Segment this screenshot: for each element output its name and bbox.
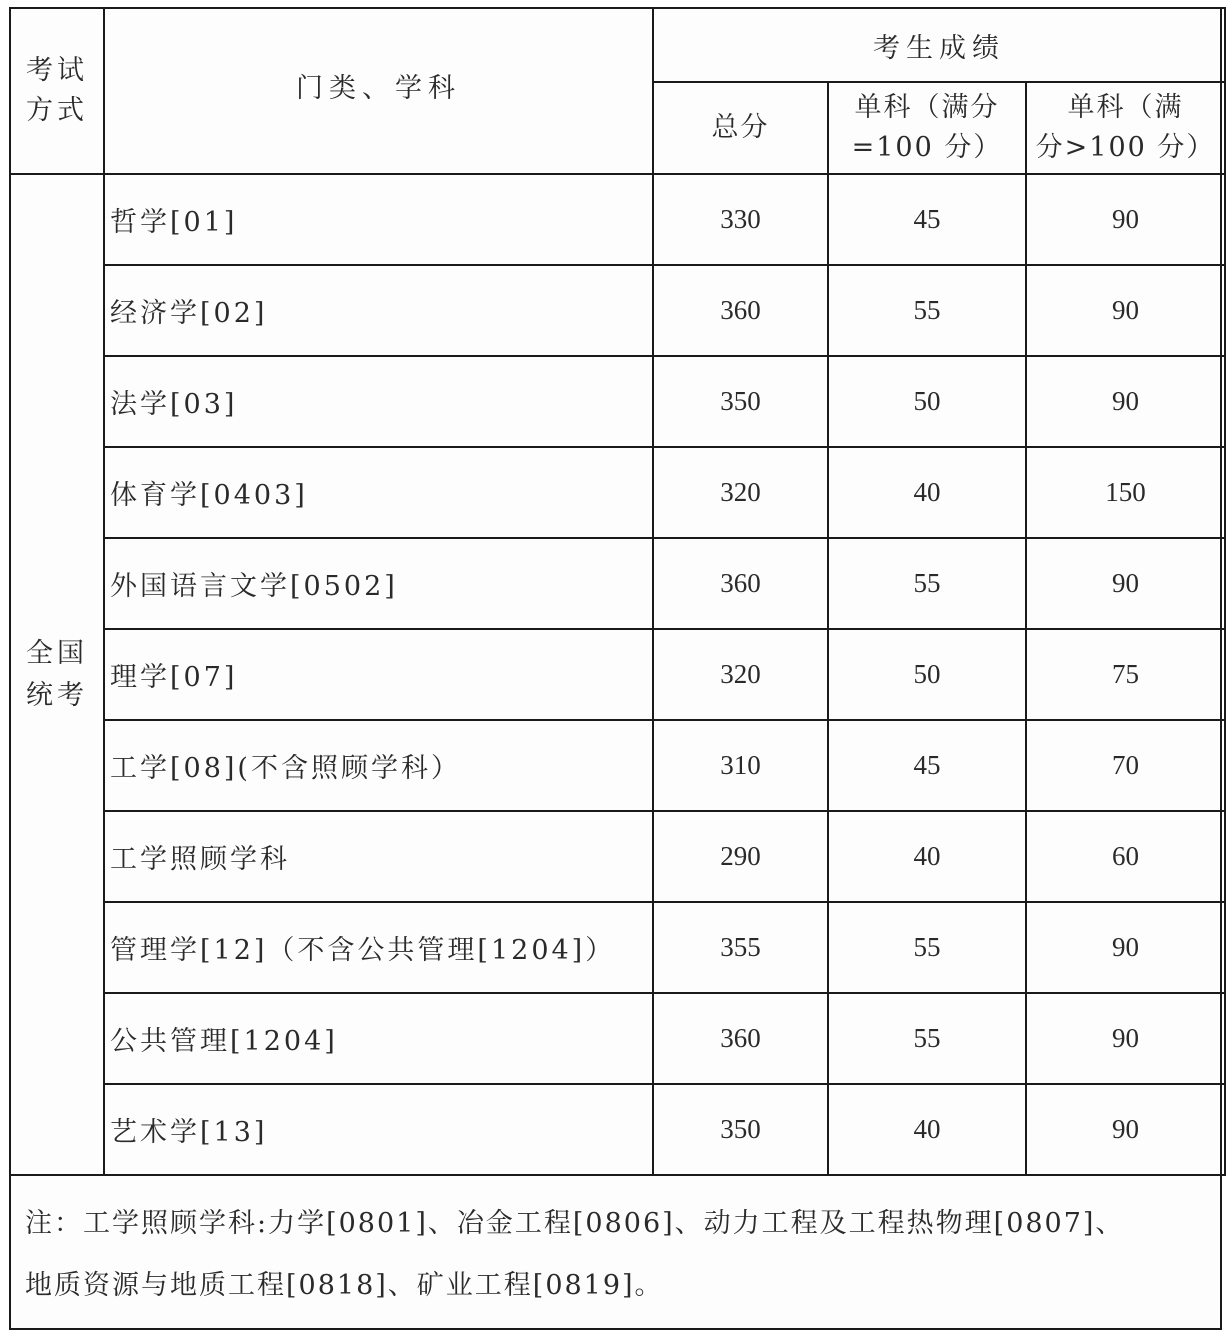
total-cell: 355 (653, 902, 828, 993)
subject-cell: 哲学[01] (104, 174, 653, 265)
total-cell: 350 (653, 1084, 828, 1175)
subject-cell: 经济学[02] (104, 265, 653, 356)
score-table (9, 7, 1226, 1176)
header-single-100-line2: =100 分） (851, 132, 1003, 163)
header-subject: 门类、学科 (104, 8, 653, 174)
single-100-cell: 40 (828, 1084, 1026, 1175)
single-gt100-cell: 90 (1026, 902, 1225, 993)
single-100-cell: 55 (828, 265, 1026, 356)
subject-cell: 法学[03] (104, 356, 653, 447)
single-gt100-cell: 90 (1026, 538, 1225, 629)
table-row (10, 629, 1225, 720)
exam-mode-line1: 全国 (26, 637, 88, 669)
table-row (10, 174, 1225, 265)
note-line1: 注：工学照顾学科:力学[0801]、冶金工程[0806]、动力工程及工程热物理[0807]、 (25, 1208, 1125, 1239)
header-exam-mode-line2: 方式 (26, 95, 88, 126)
table-row (10, 902, 1225, 993)
subject-cell: 外国语言文学[0502] (104, 538, 653, 629)
single-gt100-cell: 75 (1026, 629, 1225, 720)
single-gt100-cell: 90 (1026, 174, 1225, 265)
total-cell: 320 (653, 629, 828, 720)
table-row (10, 993, 1225, 1084)
single-gt100-cell: 90 (1026, 993, 1225, 1084)
single-100-cell: 55 (828, 902, 1026, 993)
single-100-cell: 45 (828, 720, 1026, 811)
header-scores-group: 考生成绩 (653, 8, 1225, 82)
note-line2: 地质资源与地质工程[0818]、矿业工程[0819]。 (25, 1270, 664, 1301)
table-row (10, 447, 1225, 538)
single-gt100-cell: 90 (1026, 265, 1225, 356)
total-cell: 360 (653, 538, 828, 629)
header-row-1 (10, 8, 1225, 82)
total-cell: 320 (653, 447, 828, 538)
single-gt100-cell: 70 (1026, 720, 1225, 811)
total-cell: 360 (653, 265, 828, 356)
header-single-gt100-line1: 单科（满 (1067, 92, 1184, 123)
total-cell: 290 (653, 811, 828, 902)
table-row (10, 1084, 1225, 1175)
header-exam-mode-line1: 考试 (26, 55, 88, 86)
total-cell: 310 (653, 720, 828, 811)
single-100-cell: 45 (828, 174, 1026, 265)
header-single-100-line1: 单科（满分 (854, 92, 1000, 123)
single-gt100-cell: 90 (1026, 1084, 1225, 1175)
single-100-cell: 55 (828, 538, 1026, 629)
subject-cell: 艺术学[13] (104, 1084, 653, 1175)
table-row (10, 356, 1225, 447)
single-100-cell: 40 (828, 447, 1026, 538)
subject-cell: 工学照顾学科 (104, 811, 653, 902)
subject-cell: 管理学[12]（不含公共管理[1204]） (104, 902, 653, 993)
single-gt100-cell: 60 (1026, 811, 1225, 902)
subject-cell: 理学[07] (104, 629, 653, 720)
total-cell: 350 (653, 356, 828, 447)
table-row (10, 811, 1225, 902)
total-cell: 360 (653, 993, 828, 1084)
subject-cell: 公共管理[1204] (104, 993, 653, 1084)
table-row (10, 265, 1225, 356)
single-100-cell: 40 (828, 811, 1026, 902)
subject-cell: 体育学[0403] (104, 447, 653, 538)
subject-cell: 工学[08](不含照顾学科） (104, 720, 653, 811)
exam-mode-line2: 统考 (26, 679, 88, 711)
single-gt100-cell: 150 (1026, 447, 1225, 538)
table-note (11, 1179, 1220, 1331)
exam-mode-cell (10, 174, 104, 1175)
single-100-cell: 50 (828, 356, 1026, 447)
total-cell: 330 (653, 174, 828, 265)
header-exam-mode (10, 8, 104, 174)
header-single-gt100 (1026, 82, 1225, 174)
header-total: 总分 (653, 82, 828, 174)
header-single-gt100-line2: 分>100 分） (1035, 132, 1216, 163)
single-gt100-cell: 90 (1026, 356, 1225, 447)
header-single-100 (828, 82, 1026, 174)
table-row (10, 538, 1225, 629)
single-100-cell: 50 (828, 629, 1026, 720)
score-table-sheet (9, 7, 1222, 1330)
table-row (10, 720, 1225, 811)
single-100-cell: 55 (828, 993, 1026, 1084)
